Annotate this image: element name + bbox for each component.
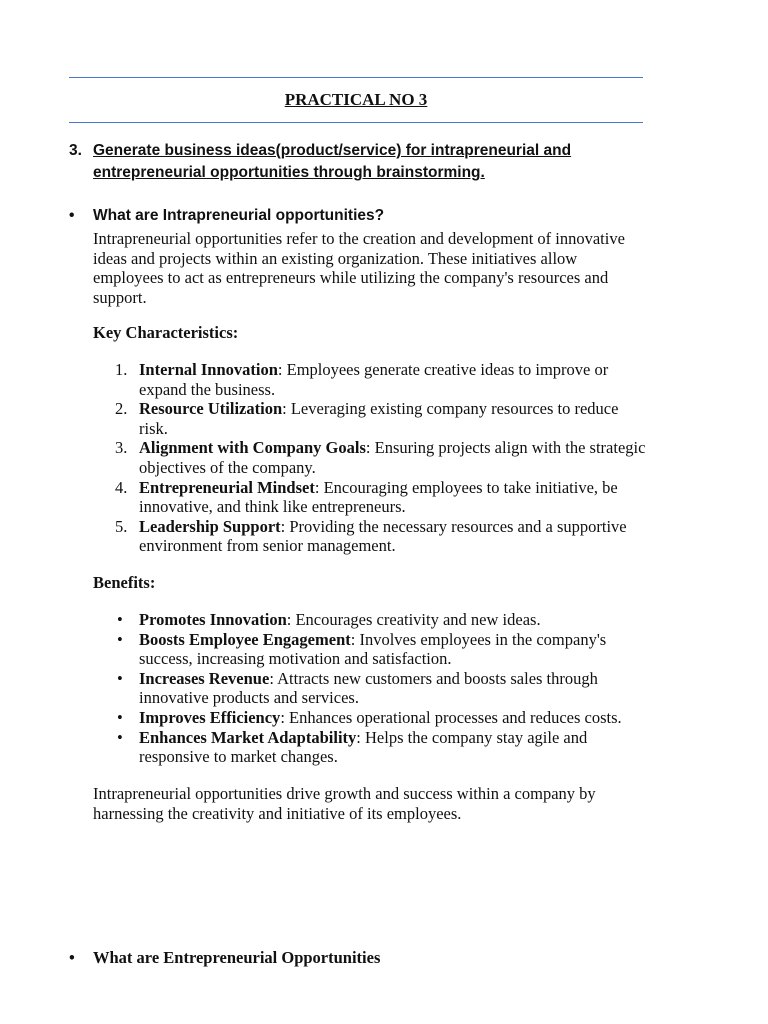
benefits-heading: Benefits: <box>93 573 156 592</box>
task-line: entrepreneurial opportunities through brainstorming. <box>93 164 485 181</box>
item-text: : Leveraging existing company resources to reduce <box>282 399 619 419</box>
paragraph-line: employees to act as entrepreneurs while utilizing the company's resources and <box>93 268 609 288</box>
bullet-icon: • <box>117 727 123 747</box>
item-text: : Encouraging employees to take initiative, be <box>314 477 618 497</box>
item-text: objectives of the company. <box>139 457 316 477</box>
item-text: : Encourages creativity and new ideas. <box>286 610 541 629</box>
item-term: Internal Innovation <box>139 360 278 379</box>
item-text: risk. <box>139 418 168 438</box>
characteristics-list <box>93 360 703 556</box>
item-text: innovative, and think like entrepreneurs. <box>139 497 406 517</box>
list-number: 3. <box>115 438 128 458</box>
intro-paragraph <box>93 229 693 307</box>
question-label: What are Intrapreneurial opportunities? <box>93 207 385 224</box>
paragraph-line: Intrapreneurial opportunities refer to the creation and development of innovative <box>93 229 625 248</box>
list-item <box>93 438 703 477</box>
item-text: innovative products and services. <box>139 688 359 708</box>
list-number: 4. <box>115 477 128 497</box>
list-number: 1. <box>115 360 128 379</box>
title-rule-bottom <box>69 122 643 123</box>
task-number: 3. <box>69 142 82 159</box>
item-term: Boosts Employee Engagement <box>139 629 351 649</box>
title-rule-top <box>69 77 643 78</box>
page-title: PRACTICAL NO 3 <box>284 90 428 109</box>
item-term: Enhances Market Adaptability <box>139 727 357 747</box>
item-term: Alignment with Company Goals <box>139 438 366 458</box>
paragraph-line: harnessing the creativity and initiative of its employees. <box>93 803 462 823</box>
item-text: : Helps the company stay agile and <box>356 727 588 747</box>
question-label: What are Entrepreneurial Opportunities <box>93 948 381 967</box>
item-text: expand the business. <box>139 379 276 399</box>
item-text: success, increasing motivation and satisfaction. <box>139 649 452 669</box>
item-text: responsive to market changes. <box>139 747 338 767</box>
bullet-icon: • <box>117 610 123 629</box>
item-term: Leadership Support <box>139 516 281 536</box>
conclusion-paragraph <box>93 784 693 823</box>
item-term: Increases Revenue <box>139 668 270 688</box>
item-text: : Ensuring projects align with the strategic <box>365 438 646 458</box>
list-item <box>93 610 693 630</box>
benefits-list <box>93 610 693 767</box>
item-term: Promotes Innovation <box>139 610 287 629</box>
list-item <box>93 360 703 399</box>
item-text: : Involves employees in the company's <box>350 629 607 649</box>
bullet-icon: • <box>117 707 123 727</box>
bullet-icon: • <box>117 668 123 688</box>
list-item <box>93 669 693 708</box>
item-term: Resource Utilization <box>139 399 283 419</box>
bullet-icon: • <box>69 207 75 224</box>
bullet-icon: • <box>69 948 75 967</box>
item-text: : Attracts new customers and boosts sales through <box>269 668 598 688</box>
list-item <box>93 517 703 556</box>
paragraph-line: ideas and projects within an existing organization. These initiatives allow <box>93 248 578 268</box>
list-item <box>93 478 703 517</box>
key-characteristics-heading: Key Characteristics: <box>93 323 239 342</box>
item-text: environment from senior management. <box>139 536 396 556</box>
task-text <box>93 140 613 184</box>
item-term: Improves Efficiency <box>139 707 281 727</box>
bullet-icon: • <box>117 629 123 649</box>
task-line: Generate business ideas(product/service) for intrapreneurial and <box>93 142 572 159</box>
item-text: : Enhances operational processes and reduces costs. <box>280 707 622 727</box>
item-term: Entrepreneurial Mindset <box>139 477 315 497</box>
list-item <box>93 728 693 767</box>
list-number: 5. <box>115 516 128 536</box>
list-item <box>93 630 693 669</box>
list-item <box>93 708 693 728</box>
paragraph-line: support. <box>93 287 147 307</box>
list-item <box>93 399 703 438</box>
item-text: : Providing the necessary resources and a supportive <box>280 516 627 536</box>
paragraph-line: Intrapreneurial opportunities drive growth and success within a company by <box>93 784 596 803</box>
item-text: : Employees generate creative ideas to improve or <box>277 360 609 379</box>
list-number: 2. <box>115 399 128 419</box>
